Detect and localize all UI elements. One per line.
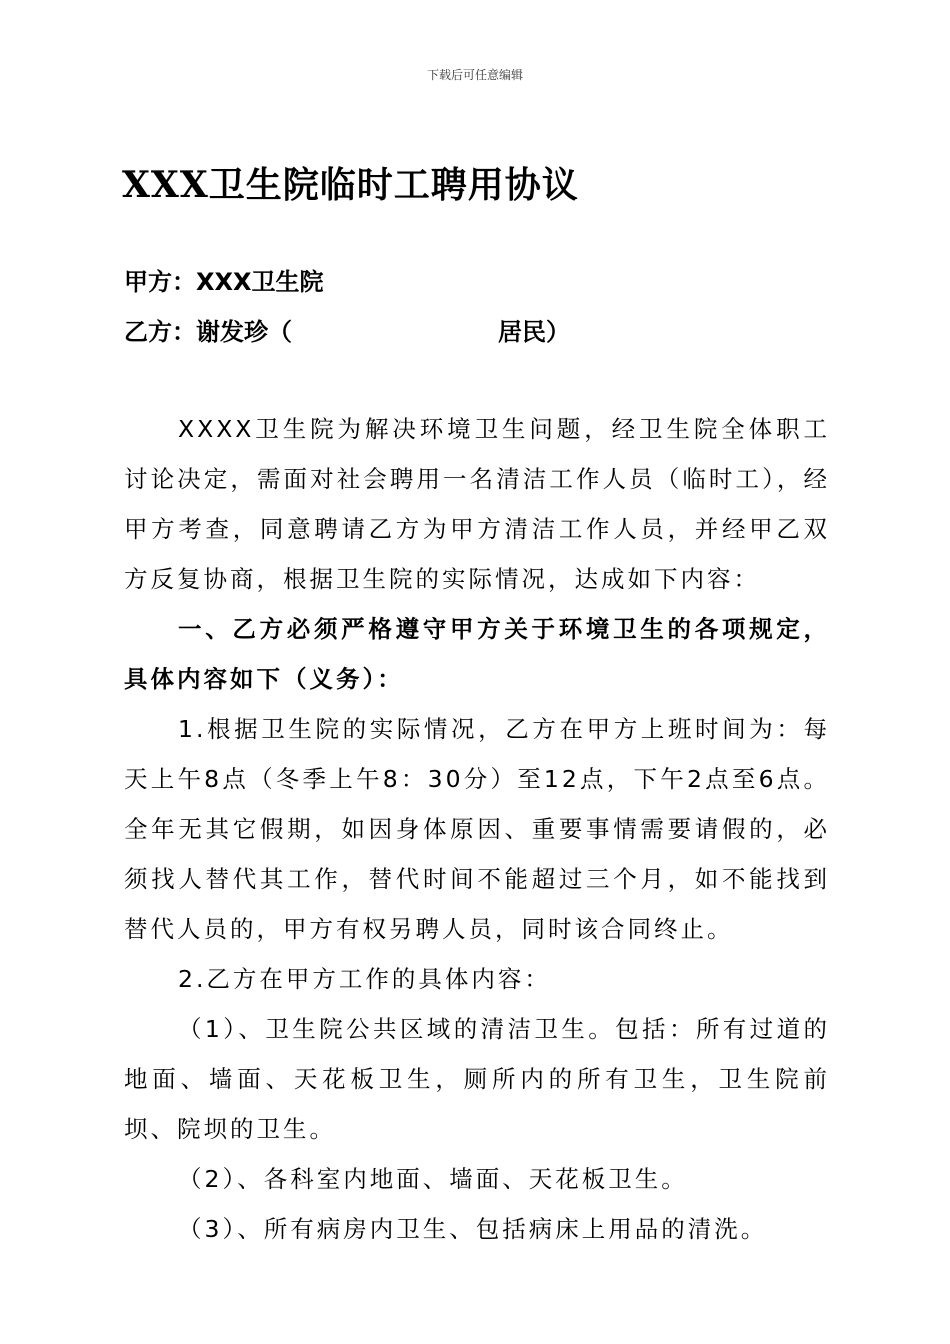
document-body bbox=[124, 404, 830, 1254]
subitem-3-paragraph: （3）、所有病房内卫生、包括病床上用品的清洗。 bbox=[178, 1215, 768, 1243]
subitem-1-paragraph: （1）、卫生院公共区域的清洁卫生。包括：所有过道的地面、墙面、天花板卫生，厕所内的所有卫生，卫生院前坝、院坝的卫生。 bbox=[124, 1015, 830, 1143]
intro-paragraph: XXXX卫生院为解决环境卫生问题，经卫生院全体职工讨论决定，需面对社会聘用一名清洁工作人员（临时工），经甲方考查，同意聘请乙方为甲方清洁工作人员，并经甲乙双方反复协商，根据卫生院的实际情况，达成如下内容： bbox=[124, 415, 830, 593]
party-b-suffix: 居民） bbox=[498, 318, 570, 346]
item-1-paragraph: 1.根据卫生院的实际情况，乙方在甲方上班时间为：每天上午8点（冬季上午8：30分）至12点，下午2点至6点。全年无其它假期，如因身体原因、重要事情需要请假的，必须找人替代其工作，替代时间不能超过三个月，如不能找到替代人员的，甲方有权另聘人员，同时该合同终止。 bbox=[124, 715, 830, 943]
document-title: XXX卫生院临时工聘用协议 bbox=[122, 164, 579, 206]
page-header-note: 下载后可任意编辑 bbox=[426, 68, 523, 82]
subitem-2-paragraph: （2）、各科室内地面、墙面、天花板卫生。 bbox=[178, 1165, 688, 1193]
item-2-paragraph: 2.乙方在甲方工作的具体内容： bbox=[178, 965, 551, 993]
section-1-heading: 一、乙方必须严格遵守甲方关于环境卫生的各项规定，具体内容如下（义务）： bbox=[124, 615, 830, 693]
party-b-line bbox=[124, 312, 570, 347]
party-b-prefix: 乙方：谢发珍（ bbox=[124, 318, 292, 346]
party-a-line: 甲方：XXX卫生院 bbox=[124, 268, 324, 296]
